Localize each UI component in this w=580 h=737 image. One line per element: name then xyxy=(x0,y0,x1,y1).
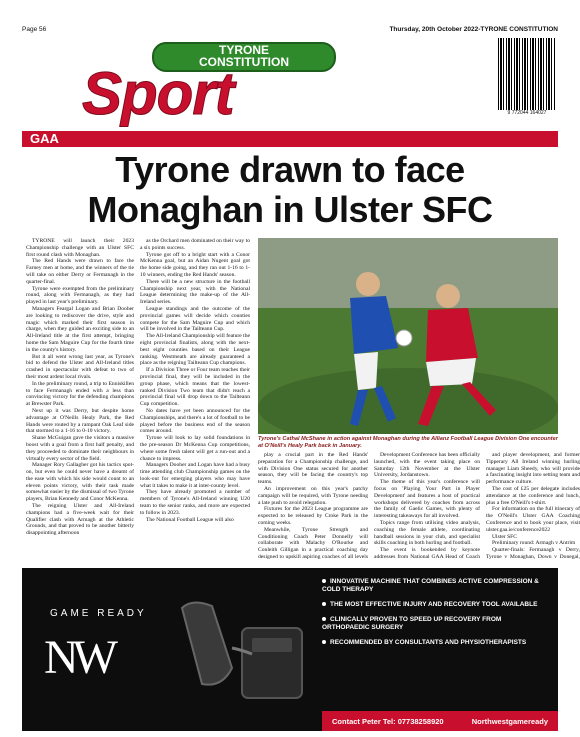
kicker-label: GAA xyxy=(30,131,59,146)
page-header-bar xyxy=(22,24,558,34)
ad-contact: Contact Peter Tel: 07738258920 xyxy=(332,716,444,726)
headline-line-1: Tyrone drawn to face xyxy=(115,149,465,190)
headline xyxy=(22,150,558,230)
ad-social-handle: Northwestgameready xyxy=(471,716,548,726)
photo-illustration xyxy=(258,238,558,434)
ad-feature xyxy=(322,601,550,609)
headline-line-2: Monaghan in Ulster SFC xyxy=(87,189,493,230)
article-column-2 xyxy=(140,238,250,560)
barcode-number: 9 772044 164027 xyxy=(507,110,547,116)
ad-brand-name: GAME READY xyxy=(50,608,147,619)
fixture-line: Quarter-finals: Fermanagh v Derry, Tyrone v Monaghan, Down v Donegal, xyxy=(486,547,580,560)
paragraph: Managers Dooher and Logan have had a busy time attending club Championship games on the look-out for emerging players who may have what it takes to make it at inter-county level. xyxy=(140,462,250,489)
paragraph: In the preliminary round, a trip to Enniskillen to face Fermanagh ended with a less than convincing victory for the defending champions at Brewster Park. xyxy=(26,380,134,408)
ad-feature xyxy=(322,639,550,647)
paragraph: The All-Ireland Championship will feature the eight provincial finalists, along with the next-best eight counties based on their League ranking. Westmeath are already guaranteed a place as the reigning Tailteann Cup champions. xyxy=(140,333,250,367)
article-column-1 xyxy=(26,238,134,560)
paragraph: If a Division Three or Four team reaches their provincial final, they will be included in the group phase, which means that the lowest-ranked Division Two team that didn't reach a provincial final will drop down to the Tailteann Cup competition. xyxy=(140,367,250,408)
paragraph: The Red Hands were drawn to face the Farney men at home, and the winners of the tie will take on either Derry or Fermanagh in the quarter-final. xyxy=(26,258,134,285)
paragraph: Tyrone will look to lay solid foundations in the pre-season Dr McKenna Cup competitions, where some fresh talent will get a run-out and a chance to impress. xyxy=(140,435,250,462)
ad-feature-list xyxy=(322,578,550,654)
paragraph: Fixtures for the 2023 League programme are expected to be released by Croke Park in the coming weeks. xyxy=(258,506,368,526)
paragraph: Next up it was Derry, but despite home advantage at O'Neills Healy Park, the Red Hands were routed by a rampant Oak Leaf side that stormed to a 1-16 to 0-10 victory. xyxy=(26,407,134,435)
paragraph: There will be a new structure in the football Championship next year, with the National League determining the make-up of the All-Ireland series. xyxy=(140,278,250,306)
paragraph: TYRONE will launch their 2023 Championship challenge with an Ulster SFC first round clash with Monaghan. xyxy=(26,238,134,258)
paragraph: as the Orchard men dominated on their way to a six points success. xyxy=(140,238,250,251)
article-column-5 xyxy=(374,452,480,560)
article-photo xyxy=(258,238,558,434)
bullet-icon xyxy=(322,640,326,644)
paragraph: Managers Feargal Logan and Brian Dooher are looking to rediscover the drive, style and magic which marked their first season in charge, when they guided an exciting side to an All-Ireland title at the first attempt, bringing home the Sam Maguire Cup for the fourth time in the county's history. xyxy=(26,305,134,353)
paragraph: Topics range from utilising video analysis, coaching the female athlete, coordinating handball sessions in your club, and specialist skills coaching in both hurling and football. xyxy=(374,519,480,547)
section-bar xyxy=(22,131,558,147)
paragraph: The reigning Ulster and All-Ireland champions had a five-week wait for their Qualifier clash with Armagh at the Athletic Grounds, and that proved to be another bitterly disappointing afternoon xyxy=(26,503,134,537)
fixtures-heading: Ulster SFC xyxy=(492,533,518,540)
paragraph: The National Football League will also xyxy=(146,516,234,523)
dateline: Thursday, 20th October 2022-TYRONE CONSTITUTION xyxy=(389,25,558,33)
paragraph: For information on the full itinerary of the O'Neill's Ulster GAA Coaching Conference and to book your place, visit ulster.gaa.ie/conference2022 xyxy=(486,506,580,533)
photo-caption: Tyrone's Cathal McShane in action against Monaghan during the Allianz Football League Division One encounter at O'Neill's Healy Park back in January. xyxy=(258,436,558,449)
logo-line-1: TYRONE xyxy=(218,43,269,57)
ad-brand-monogram: NW xyxy=(44,631,112,684)
paragraph: Development Conference has been officially launched, with the event taking place on Saturday 12th November at the Ulster University, Jordanstown. xyxy=(374,452,480,479)
ad-feature xyxy=(322,616,550,632)
compression-device-icon xyxy=(172,588,312,708)
ad-contact-bar xyxy=(322,711,558,731)
article-column-6 xyxy=(486,452,580,560)
logo-line-2: CONSTITUTION xyxy=(199,55,289,69)
section-title: Sport xyxy=(82,60,234,127)
ad-feature-text: CLINICALLY PROVEN TO SPEED UP RECOVERY FROM ORTHOPAEDIC SURGERY xyxy=(322,616,502,631)
ad-feature-text: INNOVATIVE MACHINE THAT COMBINES ACTIVE COMPRESSION & COLD THERAPY xyxy=(322,578,539,593)
paragraph: League standings and the outcome of the provincial games will decide which counties compete for the Sam Maguire Cup and which will be involved in the Tailteann Cup. xyxy=(140,305,250,333)
bullet-icon xyxy=(322,602,326,606)
paragraph: play a crucial part in the Red Hands' preparation for a Championship challenge, and with Division One status secured for another season, they will be facing the country's top teams. xyxy=(258,452,368,486)
fixture-line: Preliminary round: Armagh v Antrim xyxy=(492,540,576,547)
paragraph: An improvement on this year's patchy campaign will be required, with Tyrone needing a late push to avoid relegation. xyxy=(258,485,368,506)
bullet-icon xyxy=(322,617,326,621)
paragraph: No dates have yet been announced for the Championships, and there's a lot of football to be played before the business end of the season comes around. xyxy=(140,407,250,435)
paragraph: and player development, and former Tipperary All Ireland winning hurling manager Liam Sheedy, who will provide a fascinating insight into setting team and performance culture. xyxy=(486,452,580,486)
ad-feature-text: RECOMMENDED BY CONSULTANTS AND PHYSIOTHERAPISTS xyxy=(330,639,527,646)
barcode xyxy=(498,38,556,110)
paragraph: The event is bookended by keynote addresses from National GAA Head of Coach xyxy=(374,547,480,560)
paragraph: Manager Rory Gallagher got his tactics spot-on, but even he could never have a dreamt of the ease with which his side would count to an eleven points victory, with their task made somewhat easier by the dismissal of two Tyrone players, Brian Kennedy and Conor McKenna. xyxy=(26,462,134,503)
paragraph: The cost of £25 per delegate includes attendance at the conference and lunch, plus a free O'Neill's t-shirt. xyxy=(486,485,580,506)
paragraph: The theme of this year's conference will focus on 'Playing Your Part in Player Development' and features a host of practical workshops delivered by coaches from across the family of Gaelic Games, with plenty of interesting takeaways for all involved. xyxy=(374,479,480,520)
advertisement[interactable] xyxy=(22,568,558,731)
ad-feature-text: THE MOST EFFECTIVE INJURY AND RECOVERY TOOL AVAILABLE xyxy=(330,601,538,608)
bullet-icon xyxy=(322,579,326,583)
page-number: Page 56 xyxy=(22,25,47,33)
paragraph: They have already promoted a number of members of Tyrone's All-Ireland winning U20 team to the senior ranks, and more are expected to follow in 2023. xyxy=(140,489,250,516)
article-column-4 xyxy=(258,452,368,560)
ad-feature xyxy=(322,578,550,594)
paragraph: Meanwhile, Tyrone Strength and Conditioning Coach Peter Donnelly will collaborate with Malachy O'Rourke and Conleith Gilligan in a practical coaching day designed to upskill aspiring coaches of all levels xyxy=(258,526,368,560)
masthead xyxy=(22,36,472,126)
paragraph: Tyrone were exempted from the preliminary round, along with Fermanagh, as they had played in last year's preliminary. xyxy=(26,285,134,306)
paragraph: But it all went wrong last year, as Tyrone's bid to defend the Ulster and All-Ireland titles crashed in spectacular with defeat to two of their most ardent local rivals. xyxy=(26,353,134,380)
paragraph: Shane McGuigan gave the visitors a massive boost with a goal from a first half penalty, and they proceeded to dominate their neighbours in virtually every sector of the field. xyxy=(26,435,134,462)
paragraph: Tyrone got off to a bright start with a Conor McKenna goal, but an Aidan Nugent goal got the home side going, and they ran out 1-16 to 1-10 winners, ending the Red Hands' season. xyxy=(140,251,250,278)
